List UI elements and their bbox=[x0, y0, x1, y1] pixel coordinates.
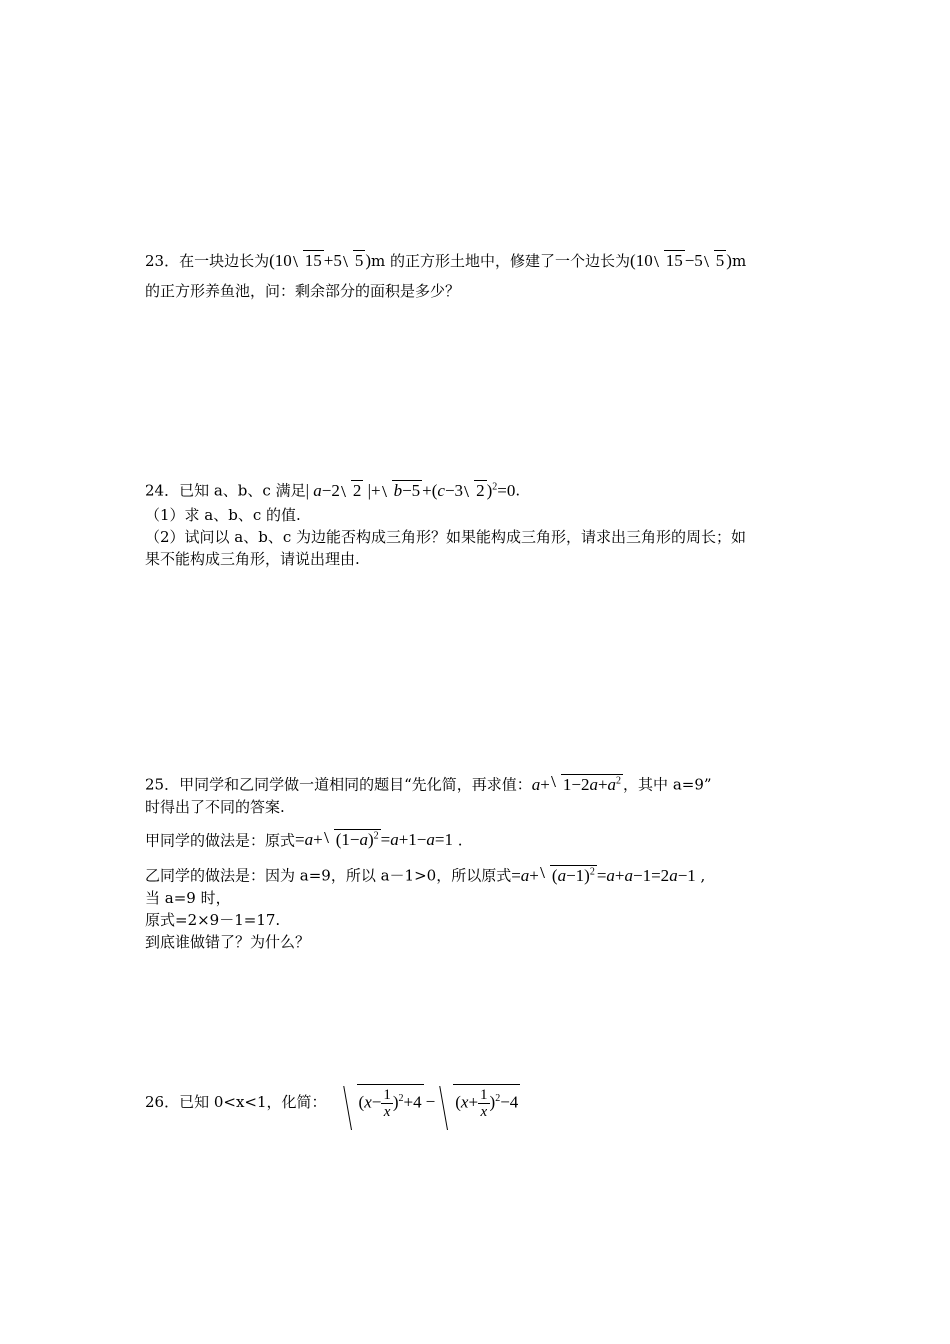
q24-part-2b: 果不能构成三角形，请说出理由. bbox=[145, 549, 360, 568]
q24-line-1 bbox=[145, 476, 825, 502]
q24-part-1: （1）求 a、b、c 的值. bbox=[145, 505, 301, 524]
question-25 bbox=[145, 770, 825, 953]
q24-end: . bbox=[515, 481, 521, 500]
q23-text-a: 23．在一块边长为 bbox=[145, 252, 270, 270]
q25-line-5: 当 a=9 时， bbox=[145, 888, 231, 907]
q24-intro: 24．已知 a、b、c 满足 bbox=[145, 481, 306, 500]
q25-line-2: 时得出了不同的答案. bbox=[145, 797, 285, 816]
q23-text-b: m 的正方形土地中，修建了一个边长为 bbox=[371, 252, 631, 270]
q24-expr: | a−2 2 |+ b−5 +(c−3 2 )$^2$=0 bbox=[305, 480, 516, 500]
q25-line-6: 原式=2×9－1=17. bbox=[145, 910, 281, 929]
question-23 bbox=[145, 250, 825, 302]
q23-expr-2: (10 15 −5 5 ) bbox=[630, 251, 732, 270]
q25-line-1 bbox=[145, 770, 825, 796]
q26-line-1 bbox=[145, 1084, 825, 1120]
q25-jia-expr: $=a+ (1-a)^2 =a+1-a=1$ bbox=[295, 830, 453, 849]
q24-part-2a: （2）试问以 a、b、c 为边能否构成三角形？如果能构成三角形，请求出三角形的周长；如 bbox=[145, 527, 747, 546]
q25-line-4: 乙同学的做法是：因为 a=9，所以 a－1>0，所以原式$=a+ (a-1)^2 =a+a-1=2a-1$ , bbox=[145, 861, 825, 887]
q25-line-3: 甲同学的做法是：原式$=a+ (1-a)^2 =a+1-a=1$ . bbox=[145, 826, 825, 852]
q25-text-b: ，其中 a=9” bbox=[623, 775, 712, 794]
q26-intro: 26．已知 0<x<1，化简： bbox=[145, 1093, 327, 1111]
q23-text-c: m bbox=[731, 252, 747, 270]
q23-line-1 bbox=[145, 250, 825, 272]
q26-expr: (x− $\frac{1}{x}$ )$^2$+4 − (x+ $\frac{1}{x}$ )$^2$−4 bbox=[341, 1084, 521, 1120]
question-24 bbox=[145, 476, 825, 570]
q25-yi-expr: $=a+ (a-1)^2 =a+a-1=2a-1$ bbox=[511, 866, 696, 885]
question-26 bbox=[145, 1084, 825, 1120]
q25-text-a: 25．甲同学和乙同学做一道相同的题目“先化简，再求值： bbox=[145, 775, 532, 794]
q23-line-2: 的正方形养鱼池，问：剩余部分的面积是多少？ bbox=[145, 282, 461, 300]
q25-expr-problem: $a+ 1-2a+a^2$ bbox=[532, 775, 623, 794]
q25-jia-text: 甲同学的做法是：原式 bbox=[145, 831, 296, 850]
q23-expr-1: (10 15 +5 5 ) bbox=[269, 251, 372, 270]
q25-line-7: 到底谁做错了？为什么？ bbox=[145, 932, 311, 951]
q25-yi-text: 乙同学的做法是：因为 a=9，所以 a－1>0，所以原式 bbox=[145, 866, 512, 885]
